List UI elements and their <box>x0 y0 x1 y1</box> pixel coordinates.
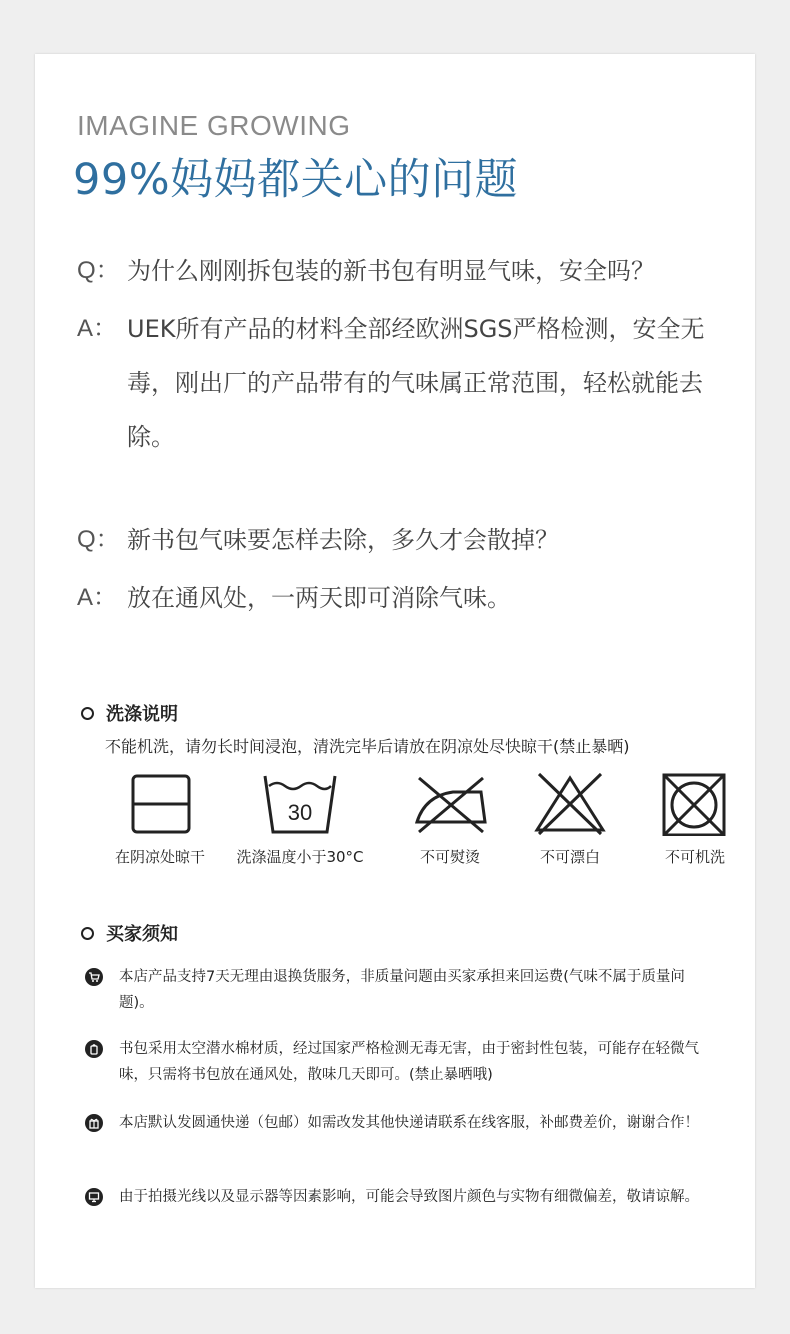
bag-icon <box>85 1040 103 1058</box>
answer-tag: A： <box>77 315 118 342</box>
buyer-title-text: 买家须知 <box>106 924 178 945</box>
care-symbol-no-iron: 不可熨烫 <box>395 772 505 867</box>
question-text: 为什么刚刚拆包装的新书包有明显气味，安全吗？ <box>127 257 655 285</box>
ring-bullet-icon <box>81 707 94 720</box>
page-title: 99%妈妈都关心的问题 <box>73 155 519 205</box>
question-tag: Q： <box>77 526 120 553</box>
no-machine-wash-icon <box>640 772 750 836</box>
buyer-section-title <box>81 920 178 946</box>
care-symbols <box>105 772 745 872</box>
note-item: 本店产品支持7天无理由退换货服务，非质量问题由买家承担来回运费(气味不属于质量问题)。 <box>85 964 719 1016</box>
care-symbol-dry-shade: 在阴凉处晾干 <box>105 772 215 867</box>
answer-tag: A： <box>77 584 118 611</box>
washing-title-text: 洗涤说明 <box>106 704 178 725</box>
faq-item-2 <box>77 519 717 625</box>
brand-kicker: IMAGINE GROWING <box>77 110 351 141</box>
question-text: 新书包气味要怎样去除，多久才会散掉？ <box>127 526 559 554</box>
note-item: 本店默认发圆通快递（包邮）如需改发其他快递请联系在线客服，补邮费差价，谢谢合作！ <box>85 1110 719 1136</box>
info-card <box>35 54 755 1288</box>
care-symbol-no-machine-wash: 不可机洗 <box>640 772 750 867</box>
wash-30-icon <box>225 772 375 836</box>
cart-icon <box>85 968 103 986</box>
svg-text:30: 30 <box>287 800 313 825</box>
washing-description: 不能机洗，请勿长时间浸泡，清洗完毕后请放在阴凉处尽快晾干(禁止暴晒) <box>105 737 630 756</box>
care-symbol-no-bleach: 不可漂白 <box>515 772 625 867</box>
no-iron-icon <box>395 772 505 836</box>
monitor-icon <box>85 1188 103 1206</box>
answer-text: UEK所有产品的材料全部经欧洲SGS严格检测，安全无毒，刚出厂的产品带有的气味属正常范围，轻松就能去除。 <box>127 315 705 451</box>
gift-icon <box>85 1114 103 1132</box>
washing-section-title <box>81 700 178 726</box>
note-item: 由于拍摄光线以及显示器等因素影响，可能会导致图片颜色与实物有细微偏差，敬请谅解。 <box>85 1184 719 1210</box>
ring-bullet-icon <box>81 927 94 940</box>
note-item: 书包采用太空潜水棉材质，经过国家严格检测无毒无害，由于密封性包装，可能存在轻微气味，只需将书包放在通风处，散味几天即可。(禁止暴晒哦) <box>85 1036 719 1088</box>
dry-flat-in-shade-icon <box>105 772 215 836</box>
answer-text: 放在通风处，一两天即可消除气味。 <box>127 584 511 612</box>
no-bleach-icon <box>515 772 625 836</box>
faq-item-1 <box>77 250 717 464</box>
care-symbol-wash-30: 30 洗涤温度小于30°C <box>225 772 375 867</box>
question-tag: Q： <box>77 257 120 284</box>
